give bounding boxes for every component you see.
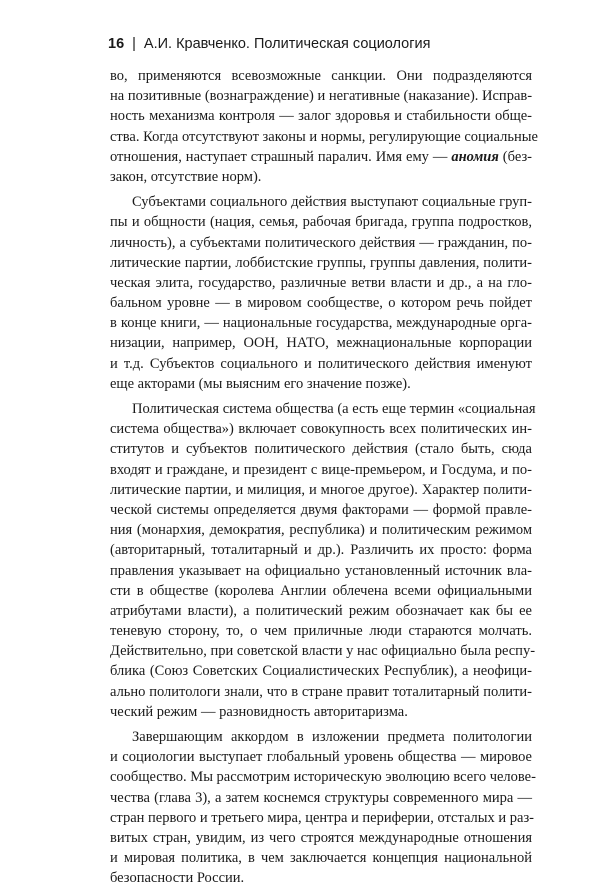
text-line: ческой системы определяется двумя факторами — формой правле- bbox=[110, 501, 532, 518]
text-fragment: отношения, наступает страшный паралич. Имя ему — bbox=[110, 148, 452, 165]
text-line: сообщество. Мы рассмотрим историческую эволюцию всего челове- bbox=[110, 769, 536, 786]
text-line: ность механизма контроля — залог здоровья и стабильности обще- bbox=[110, 108, 532, 125]
text-line: атрибутами власти), а политический режим обозначает как бы ее bbox=[110, 602, 532, 619]
text-line: сти в обществе (королева Англии облечена всеми официальными bbox=[110, 582, 532, 599]
paragraph-1 bbox=[110, 66, 538, 187]
text-line: ститутов и субъектов политического действия (стало быть, сюда bbox=[110, 441, 532, 458]
paragraph-4 bbox=[110, 727, 536, 889]
text-line: Завершающим аккордом в изложении предмета политологии bbox=[132, 729, 532, 745]
header-separator: | bbox=[132, 36, 136, 52]
text-line: низации, например, ООН, НАТО, межнациональные корпорации bbox=[110, 335, 532, 352]
text-fragment: (без- bbox=[498, 148, 532, 165]
text-line: литические партии, лоббистские группы, группы давления, полити- bbox=[110, 254, 532, 271]
text-line: в конце книги, — национальные государства, международные орга- bbox=[110, 315, 532, 332]
text-line: (авторитарный, тоталитарный и др.). Различить их просто: форма bbox=[110, 542, 532, 559]
text-line: ства. Когда отсутствуют законы и нормы, регулирующие социальные bbox=[110, 128, 538, 145]
text-line: теневую сторону, то, о чем приличные люди стараются молчать. bbox=[110, 623, 532, 640]
text-line: ально политологи знали, что в стране правит тоталитарный полити- bbox=[110, 683, 532, 700]
text-line: блика (Союз Советских Социалистических Республик), а неофици- bbox=[110, 663, 532, 680]
text-line: бальном уровне — в мировом сообществе, о котором речь пойдет bbox=[110, 295, 532, 312]
page-number: 16 bbox=[108, 36, 125, 52]
text-line: система общества») включает совокупность всех политических ин- bbox=[110, 421, 532, 438]
text-line: и мировая политика, в чем заключается концепция национальной bbox=[110, 850, 532, 867]
text-line: ния (монархия, демократия, республика) и политическим режимом bbox=[110, 522, 532, 539]
text-line: безопасности России. bbox=[110, 870, 245, 887]
text-line: ческая элита, государство, различные ветви власти и др., а на гло- bbox=[110, 274, 532, 291]
text-line: витых стран, увидим, из чего строятся международные отношения bbox=[110, 829, 532, 846]
text-line: Действительно, при советской власти у нас официально была респу- bbox=[110, 643, 536, 660]
paragraph-2 bbox=[110, 192, 532, 394]
emphasized-term: аномия bbox=[451, 148, 499, 165]
text-line: и социологии выступает глобальный уровень общества — мировое bbox=[110, 749, 532, 766]
paragraph-3 bbox=[110, 399, 536, 722]
running-title: А.И. Кравченко. Политическая социология bbox=[143, 36, 431, 52]
text-line: входят и граждане, и президент с вице-премьером, и Госдума, и по- bbox=[110, 461, 532, 478]
text-line: стран первого и третьего мира, центра и периферии, отсталых и раз- bbox=[110, 809, 535, 826]
text-line: Субъектами социального действия выступают социальные груп- bbox=[132, 194, 532, 211]
text-line: во, применяются всевозможные санкции. Они подразделяются bbox=[110, 68, 532, 84]
text-line bbox=[110, 147, 532, 167]
text-line: пы и общности (нация, семья, рабочая бригада, группа подростков, bbox=[110, 214, 532, 231]
text-line: личность), а субъектами политического действия — гражданин, по- bbox=[110, 234, 532, 251]
text-line: чества (глава 3), а затем коснемся структуры современного мира — bbox=[110, 789, 532, 806]
text-line: закон, отсутствие норм). bbox=[110, 168, 262, 185]
text-line: правления указывает на официально установленный источник вла- bbox=[110, 562, 532, 579]
text-line: еще акторами (мы выясним его значение позже). bbox=[110, 375, 411, 392]
text-line: Политическая система общества (а есть еще термин «социальная bbox=[132, 401, 536, 417]
body-text bbox=[110, 66, 538, 894]
running-header bbox=[108, 36, 528, 56]
text-line: ческий режим — разновидность авторитаризма. bbox=[110, 703, 408, 720]
text-line: и т.д. Субъектов социального и политического действия именуют bbox=[110, 355, 532, 372]
text-line: на позитивные (вознаграждение) и негативные (наказание). Исправ- bbox=[110, 88, 533, 105]
text-line: литические партии, и милиция, и многое другое). Характер полити- bbox=[110, 481, 532, 498]
